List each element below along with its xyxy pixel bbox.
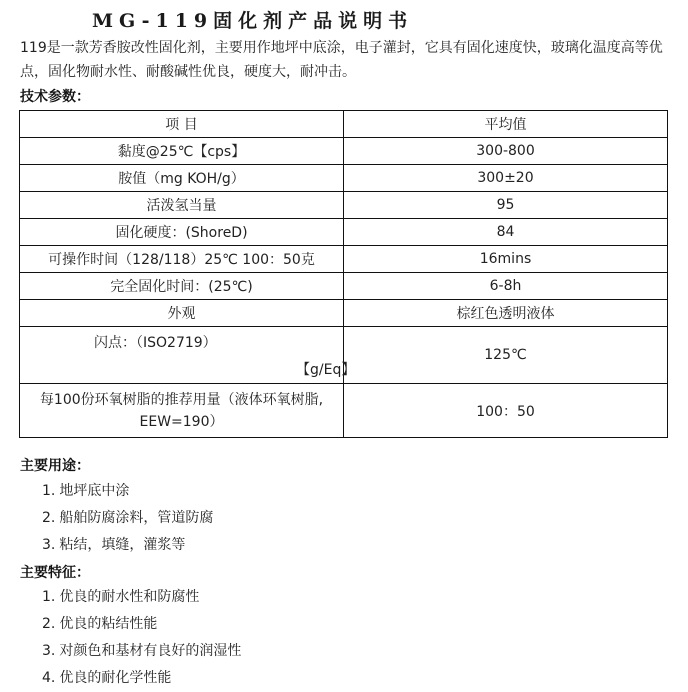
- uses-heading: 主要用途：: [20, 458, 90, 474]
- row-value: 95: [344, 192, 668, 219]
- features-heading: 主要特征：: [20, 565, 90, 581]
- table-row: [20, 246, 668, 273]
- list-text: 优良的粘结性能: [59, 616, 158, 632]
- row-value: 16mins: [344, 246, 668, 273]
- list-item: [42, 638, 241, 665]
- row-item: 外观: [20, 300, 344, 327]
- header-value: 平均值: [344, 111, 668, 138]
- flash-point-value: 125℃: [344, 327, 668, 384]
- row-value: 300±20: [344, 165, 668, 192]
- features-list: [42, 584, 241, 692]
- list-number: 4.: [42, 670, 56, 686]
- uses-list: [42, 478, 213, 559]
- table-row-flash-point: [20, 327, 668, 384]
- list-text: 粘结，填缝，灌浆等: [59, 537, 186, 553]
- list-number: 1.: [42, 483, 56, 499]
- dosage-value: 100：50: [344, 384, 668, 438]
- list-item: [42, 611, 241, 638]
- list-number: 3.: [42, 537, 56, 553]
- row-item: 完全固化时间：(25℃): [20, 273, 344, 300]
- row-item: 活泼氢当量: [20, 192, 344, 219]
- list-text: 地坪底中涂: [59, 483, 130, 499]
- row-value: 300-800: [344, 138, 668, 165]
- row-item: 可操作时间（128/118）25℃ 100：50克: [20, 246, 344, 273]
- document-title: MG-119固化剂产品说明书: [92, 10, 414, 32]
- table-row: [20, 300, 668, 327]
- row-value: 6-8h: [344, 273, 668, 300]
- table-row-dosage: [20, 384, 668, 438]
- list-number: 2.: [42, 616, 56, 632]
- list-item: [42, 532, 213, 559]
- row-item: 胺值（mg KOH/g）: [20, 165, 344, 192]
- flash-point-item: [20, 327, 356, 384]
- flash-point-label: 闪点：（ISO2719）: [94, 335, 217, 351]
- list-item: [42, 665, 241, 692]
- row-item: 黏度@25℃【cps】: [20, 138, 344, 165]
- row-value: 84: [344, 219, 668, 246]
- row-item: 固化硬度：(ShoreD): [20, 219, 344, 246]
- list-number: 2.: [42, 510, 56, 526]
- list-text: 船舶防腐涂料，管道防腐: [59, 510, 214, 526]
- list-number: 3.: [42, 643, 56, 659]
- row-value: 棕红色透明液体: [344, 300, 668, 327]
- list-item: [42, 505, 213, 532]
- flash-point-unit: 【g/Eq】: [296, 362, 356, 378]
- params-heading: 技术参数：: [20, 89, 90, 105]
- table-row: [20, 273, 668, 300]
- table-header-row: [20, 111, 668, 138]
- list-text: 优良的耐化学性能: [59, 670, 172, 686]
- list-text: 优良的耐水性和防腐性: [59, 589, 200, 605]
- list-item: [42, 584, 241, 611]
- spec-table: [19, 110, 668, 438]
- table-row: [20, 165, 668, 192]
- list-item: [42, 478, 213, 505]
- header-item: 项 目: [20, 111, 344, 138]
- table-row: [20, 138, 668, 165]
- list-number: 1.: [42, 589, 56, 605]
- list-text: 对颜色和基材有良好的润湿性: [59, 643, 242, 659]
- table-row: [20, 219, 668, 246]
- intro-paragraph: 119是一款芳香胺改性固化剂，主要用作地坪中底涂，电子灌封，它具有固化速度快，玻璃化温度高等优点，固化物耐水性、耐酸碱性优良，硬度大，耐冲击。: [20, 40, 663, 80]
- dosage-item: 每100份环氧树脂的推荐用量（液体环氧树脂, EEW=190）: [20, 384, 344, 438]
- table-row: [20, 192, 668, 219]
